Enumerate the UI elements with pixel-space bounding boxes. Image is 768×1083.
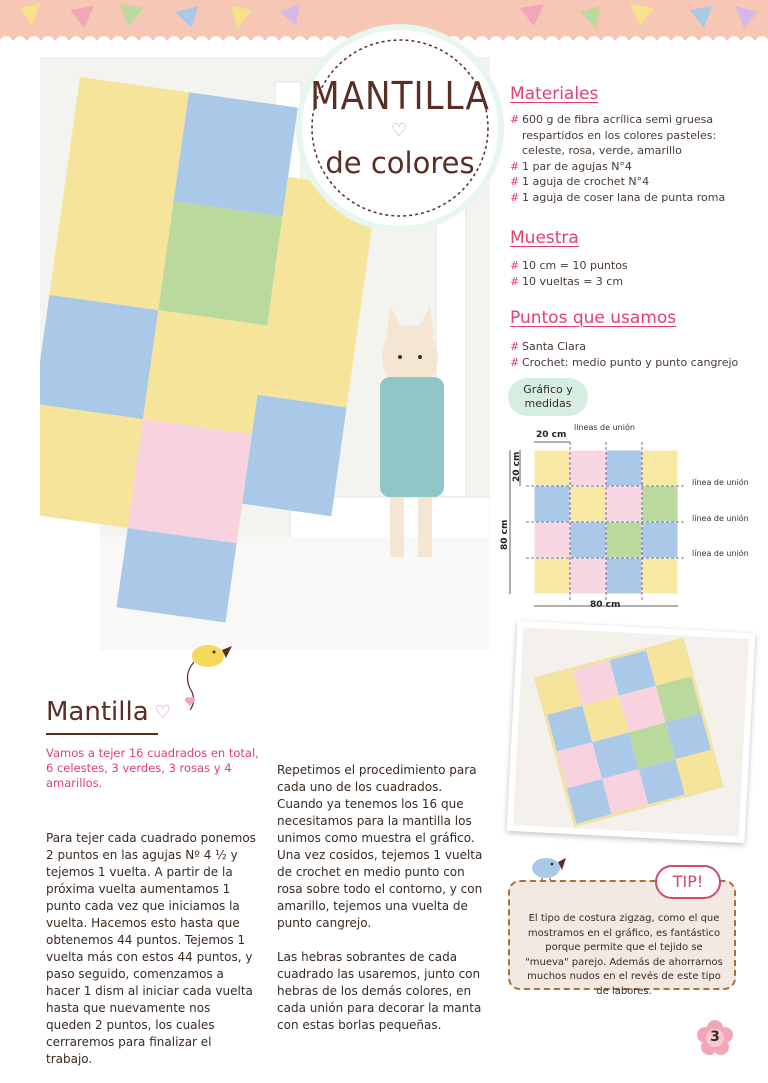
puntos-heading: Puntos que usamos [510, 308, 677, 328]
puntos-list [510, 339, 765, 370]
grid-square [570, 522, 606, 558]
hash-icon: # [510, 340, 520, 353]
hash-icon: # [510, 259, 520, 272]
list-item: # 1 aguja de coser lana de punta roma [510, 190, 726, 204]
heart-icon: ♡ [154, 702, 171, 723]
list-item: # 600 g de fibra acrílica semi gruesa respartidos en los colores pasteles: celeste, rosa, verde, amarillo [510, 113, 717, 157]
grafico-tag: Gráfico y medidas [508, 378, 588, 416]
materiales-list [510, 112, 760, 205]
union-label-2: línea de unión [692, 514, 749, 523]
side-small-label: 20 cm [512, 451, 522, 482]
grid-square [570, 558, 606, 594]
grid-square [606, 522, 642, 558]
hash-icon: # [510, 159, 520, 173]
finished-blanket-photo [507, 621, 756, 843]
instructions-paragraph: Las hebras sobrantes de cada cuadrado las usaremos, junto con hebras de los demás colores, en cada unión para decorar la manta con estas borlas pequeñas. [277, 950, 482, 1032]
hash-icon: # [510, 355, 520, 369]
side-big-label: 80 cm [500, 519, 510, 550]
grid-square [570, 450, 606, 486]
hash-icon: # [510, 274, 520, 288]
grid-square [534, 450, 570, 486]
page-number-badge [697, 1020, 733, 1056]
heading-underline [46, 733, 158, 735]
title-badge [302, 30, 498, 226]
hash-icon: # [510, 113, 520, 126]
union-label-3: línea de unión [692, 549, 749, 558]
grid-square [534, 486, 570, 522]
bird-icon [528, 848, 568, 884]
grid-square [642, 558, 678, 594]
square-grid [498, 418, 768, 613]
heart-icon: ♡ [391, 120, 408, 141]
top-measure-label: 20 cm [536, 430, 567, 440]
instructions-column-2 [277, 762, 487, 1051]
grid-square [606, 486, 642, 522]
grid-square [642, 450, 678, 486]
badge-title-line2: de colores [325, 146, 475, 180]
list-item: # Santa Clara [510, 340, 586, 353]
list-item: # 1 aguja de crochet N°4 [510, 175, 650, 188]
bird-heart-decoration [174, 636, 234, 716]
grid-square [606, 558, 642, 594]
tip-text: El tipo de costura zigzag, como el que mostramos en el gráfico, es fantástico porque permite que el tejido se "mueva" parejo. Además de ahorrarnos muchos nudos en el revés de este tipo de labores. [525, 913, 723, 997]
list-item: # 1 par de agujas N°4 [510, 159, 632, 173]
muestra-list [510, 258, 760, 289]
hash-icon: # [510, 190, 520, 204]
badge-title-line1: MANTILLA [310, 74, 490, 118]
union-label-1: línea de unión [692, 478, 749, 487]
grid-square [606, 450, 642, 486]
grid-square [534, 522, 570, 558]
grid-square [642, 522, 678, 558]
bottom-measure-label: 80 cm [590, 600, 621, 610]
grid-square [570, 486, 606, 522]
materiales-heading: Materiales [510, 84, 599, 104]
top-union-label: lineas de unión [574, 423, 635, 432]
mantilla-intro: Vamos a tejer 16 cuadrados en total, 6 celestes, 3 verdes, 3 rosas y 4 amarillos. [46, 746, 259, 790]
list-item: # 10 cm = 10 puntos [510, 259, 628, 272]
hash-icon: # [510, 175, 520, 188]
list-item: # Crochet: medio punto y punto cangrejo [510, 355, 739, 369]
grid-square [642, 486, 678, 522]
instructions-paragraph: Repetimos el procedimiento para cada uno de los cuadrados. Cuando ya tenemos los 16 que necesitamos para la mantilla los unimos como muestra el gráfico. Una vez cosidos, tejemos 1 vuelta de crochet en medio punto con rosa sobre todo el contorno, y con amarillo, tejemos una vuelta de punto cangrejo. [277, 763, 483, 930]
tip-label: TIP! [655, 865, 721, 899]
list-item: # 10 vueltas = 3 cm [510, 274, 624, 288]
muestra-heading: Muestra [510, 228, 579, 248]
mantilla-heading: Mantilla ♡ [46, 697, 171, 727]
grid-square [534, 558, 570, 594]
instructions-column-1: Para tejer cada cuadrado ponemos 2 puntos en las agujas Nº 4 ½ y tejemos 1 vuelta. A partir de la próxima vuelta aumentamos 1 punto cada vez que iniciamos la vuelta. Hacemos esto hasta que obtenemos 44 puntos. Tejemos 1 vuelta más con estos 44 puntos, y paso seguido, comenzamos a hacer 1 dism al iniciar cada vuelta hasta que nuevamente nos queden 2 puntos, los cuales cerraremos para finalizar el trabajo. [46, 831, 256, 1066]
assembly-diagram [498, 418, 768, 613]
page-number: 3 [710, 1029, 720, 1045]
